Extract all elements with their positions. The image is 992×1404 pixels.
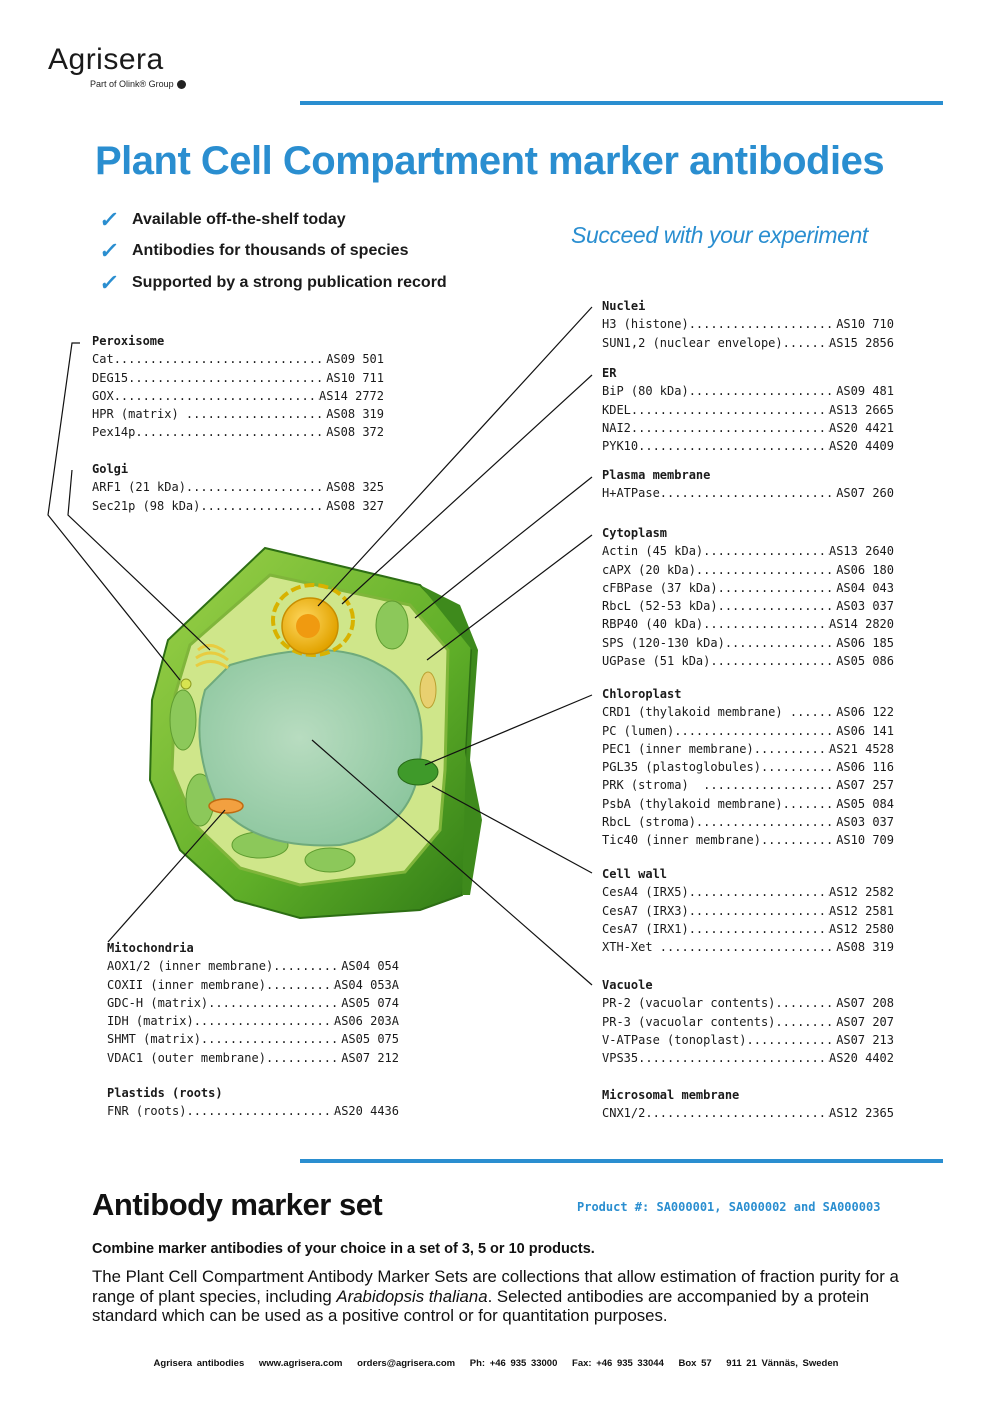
antibody-entry: V-ATPase (tonoplast) ..... AS07 213 bbox=[602, 1031, 894, 1049]
description-text: The Plant Cell Compartment Antibody Marker Sets are collections that allow estimation of fraction purity for a range of plant species, including bbox=[92, 1267, 899, 1306]
group-title: Plastids (roots) bbox=[107, 1086, 223, 1100]
antibody-entry: COXII (inner membrane) ..... AS04 053A bbox=[107, 976, 399, 994]
antibody-entry: cFBPase (37 kDa) ..... AS04 043 bbox=[602, 579, 894, 597]
group-title: Vacuole bbox=[602, 978, 653, 992]
page-title: Plant Cell Compartment marker antibodies bbox=[95, 139, 885, 183]
antibody-entry: CRD1 (thylakoid membrane) ..... AS06 122 bbox=[602, 703, 894, 721]
antibody-entry: CesA7 (IRX1) ..... AS12 2580 bbox=[602, 920, 894, 938]
antibody-entry: CesA4 (IRX5) ..... AS12 2582 bbox=[602, 883, 894, 901]
antibody-entry: Cat ..... AS09 501 bbox=[92, 350, 384, 368]
group-chloroplast bbox=[602, 685, 894, 850]
antibody-entry: Pex14p ..... AS08 372 bbox=[92, 423, 384, 441]
group-title: Cell wall bbox=[602, 867, 668, 881]
antibody-entry: IDH (matrix) ..... AS06 203A bbox=[107, 1012, 399, 1030]
group-peroxisome bbox=[92, 332, 384, 442]
brand-subtitle-text: Part of Olink® Group bbox=[90, 79, 174, 89]
group-title: ER bbox=[602, 366, 617, 380]
antibody-entry: SHMT (matrix) ..... AS05 075 bbox=[107, 1030, 399, 1048]
nucleolus-shape bbox=[296, 614, 320, 638]
footer-fax: Fax: +46 935 33044 bbox=[572, 1358, 664, 1369]
antibody-entry: RBP40 (40 kDa) ..... AS14 2820 bbox=[602, 615, 894, 633]
antibody-entry: PsbA (thylakoid membrane) ..... AS05 084 bbox=[602, 795, 894, 813]
marker-set-title: Antibody marker set bbox=[92, 1187, 383, 1222]
footer bbox=[0, 1358, 992, 1369]
antibody-entry: PEC1 (inner membrane) ..... AS21 4528 bbox=[602, 740, 894, 758]
group-nuclei bbox=[602, 297, 894, 352]
tagline: Succeed with your experiment bbox=[571, 222, 868, 248]
footer-website-link[interactable]: www.agrisera.com bbox=[258, 1358, 343, 1369]
peroxisome-shape bbox=[181, 679, 191, 689]
feature-text: Antibodies for thousands of species bbox=[132, 242, 409, 260]
description-text: . Selected antibodies are accompanied by a protein standard which can be used as a positive control or for quantitation purposes. bbox=[92, 1286, 870, 1325]
group-vacuole bbox=[602, 976, 894, 1067]
antibody-entry: PGL35 (plastoglobules) ..... AS06 116 bbox=[602, 758, 894, 776]
marker-set-description bbox=[92, 1267, 912, 1326]
group-title: Golgi bbox=[92, 462, 129, 476]
chloroplast-shape bbox=[420, 672, 436, 708]
antibody-entry: CNX1/2 ..... AS12 2365 bbox=[602, 1104, 894, 1122]
antibody-entry: AOX1/2 (inner membrane) ..... AS04 054 bbox=[107, 957, 399, 975]
antibody-entry: Actin (45 kDa) ..... AS13 2640 bbox=[602, 542, 894, 560]
group-title: Peroxisome bbox=[92, 334, 165, 348]
antibody-entry: DEG15 ..... AS10 711 bbox=[92, 369, 384, 387]
antibody-entry: VDAC1 (outer membrane) ..... AS07 212 bbox=[107, 1049, 399, 1067]
footer-box: Box 57 bbox=[678, 1358, 712, 1369]
antibody-entry: SPS (120-130 kDa) ..... AS06 185 bbox=[602, 634, 894, 652]
antibody-entry: XTH-Xet ..... AS08 319 bbox=[602, 938, 894, 956]
antibody-entry: BiP (80 kDa) ..... AS09 481 bbox=[602, 382, 894, 400]
antibody-entry: VPS35 ..... AS20 4402 bbox=[602, 1049, 894, 1067]
footer-company: Agrisera antibodies bbox=[153, 1358, 245, 1369]
group-er bbox=[602, 364, 894, 455]
group-microsomal-membrane bbox=[602, 1086, 894, 1123]
mitochondrion-shape bbox=[209, 799, 243, 813]
group-title: Nuclei bbox=[602, 299, 646, 313]
antibody-entry: FNR (roots) ..... AS20 4436 bbox=[107, 1102, 399, 1120]
vacuole-shape bbox=[199, 650, 421, 845]
antibody-entry: NAI2 ..... AS20 4421 bbox=[602, 419, 894, 437]
chloroplast-shape bbox=[305, 848, 355, 872]
antibody-entry: cAPX (20 kDa) ..... AS06 180 bbox=[602, 561, 894, 579]
antibody-entry: Tic40 (inner membrane) ..... AS10 709 bbox=[602, 831, 894, 849]
antibody-entry: SUN1,2 (nuclear envelope) ..... AS15 2856 bbox=[602, 334, 894, 352]
antibody-entry: RbcL (52-53 kDa) ..... AS03 037 bbox=[602, 597, 894, 615]
chloroplast-shape bbox=[376, 601, 408, 649]
brand-logo: Agrisera bbox=[48, 43, 164, 76]
footer-address: 911 21 Vännäs, Sweden bbox=[726, 1358, 839, 1369]
antibody-entry: CesA7 (IRX3) ..... AS12 2581 bbox=[602, 902, 894, 920]
group-title: Mitochondria bbox=[107, 941, 194, 955]
group-mitochondria bbox=[107, 939, 399, 1067]
antibody-entry: HPR (matrix) ..... AS08 319 bbox=[92, 405, 384, 423]
antibody-entry: PRK (stroma) ..... AS07 257 bbox=[602, 776, 894, 794]
chloroplast-grana-shape bbox=[398, 759, 438, 785]
feature-text: Supported by a strong publication record bbox=[132, 273, 447, 291]
group-title: Microsomal membrane bbox=[602, 1088, 740, 1102]
antibody-entry: H3 (histone) ..... AS10 710 bbox=[602, 315, 894, 333]
antibody-entry: RbcL (stroma) ..... AS03 037 bbox=[602, 813, 894, 831]
product-numbers: Product #: SA000001, SA000002 and SA000003 bbox=[577, 1200, 881, 1214]
section-divider bbox=[300, 1159, 943, 1163]
group-golgi bbox=[92, 460, 384, 515]
antibody-entry: PR-2 (vacuolar contents) ..... AS07 208 bbox=[602, 994, 894, 1012]
group-plastids bbox=[107, 1084, 399, 1121]
marker-set-subtitle: Combine marker antibodies of your choice in a set of 3, 5 or 10 products. bbox=[92, 1241, 595, 1257]
antibody-entry: KDEL ..... AS13 2665 bbox=[602, 401, 894, 419]
group-title: Cytoplasm bbox=[602, 526, 668, 540]
feature-text: Available off-the-shelf today bbox=[132, 210, 346, 228]
species-name: Arabidopsis thaliana bbox=[336, 1286, 488, 1306]
group-title: Plasma membrane bbox=[602, 468, 711, 482]
antibody-entry: H+ATPase ..... AS07 260 bbox=[602, 484, 894, 502]
antibody-entry: GDC-H (matrix) ..... AS05 074 bbox=[107, 994, 399, 1012]
group-cytoplasm bbox=[602, 524, 894, 670]
footer-email-link[interactable]: orders@agrisera.com bbox=[357, 1358, 456, 1369]
footer-phone: Ph: +46 935 33000 bbox=[469, 1358, 558, 1369]
group-cell-wall bbox=[602, 865, 894, 956]
checkmark-icon: ✓ bbox=[97, 269, 121, 295]
group-plasma-membrane bbox=[602, 466, 894, 503]
chloroplast-shape bbox=[170, 690, 196, 750]
antibody-entry: UGPase (51 kDa) ..... AS05 086 bbox=[602, 652, 894, 670]
antibody-entry: ARF1 (21 kDa) ..... AS08 325 bbox=[92, 478, 384, 496]
antibody-entry: PYK10 ..... AS20 4409 bbox=[602, 437, 894, 455]
checkmark-icon: ✓ bbox=[97, 238, 121, 264]
antibody-entry: PR-3 (vacuolar contents) ..... AS07 207 bbox=[602, 1013, 894, 1031]
group-title: Chloroplast bbox=[602, 687, 682, 701]
antibody-entry: GOX ..... AS14 2772 bbox=[92, 387, 384, 405]
antibody-entry: PC (lumen) ..... AS06 141 bbox=[602, 722, 894, 740]
antibody-entry: Sec21p (98 kDa) ..... AS08 327 bbox=[92, 497, 384, 515]
checkmark-icon: ✓ bbox=[97, 206, 121, 232]
